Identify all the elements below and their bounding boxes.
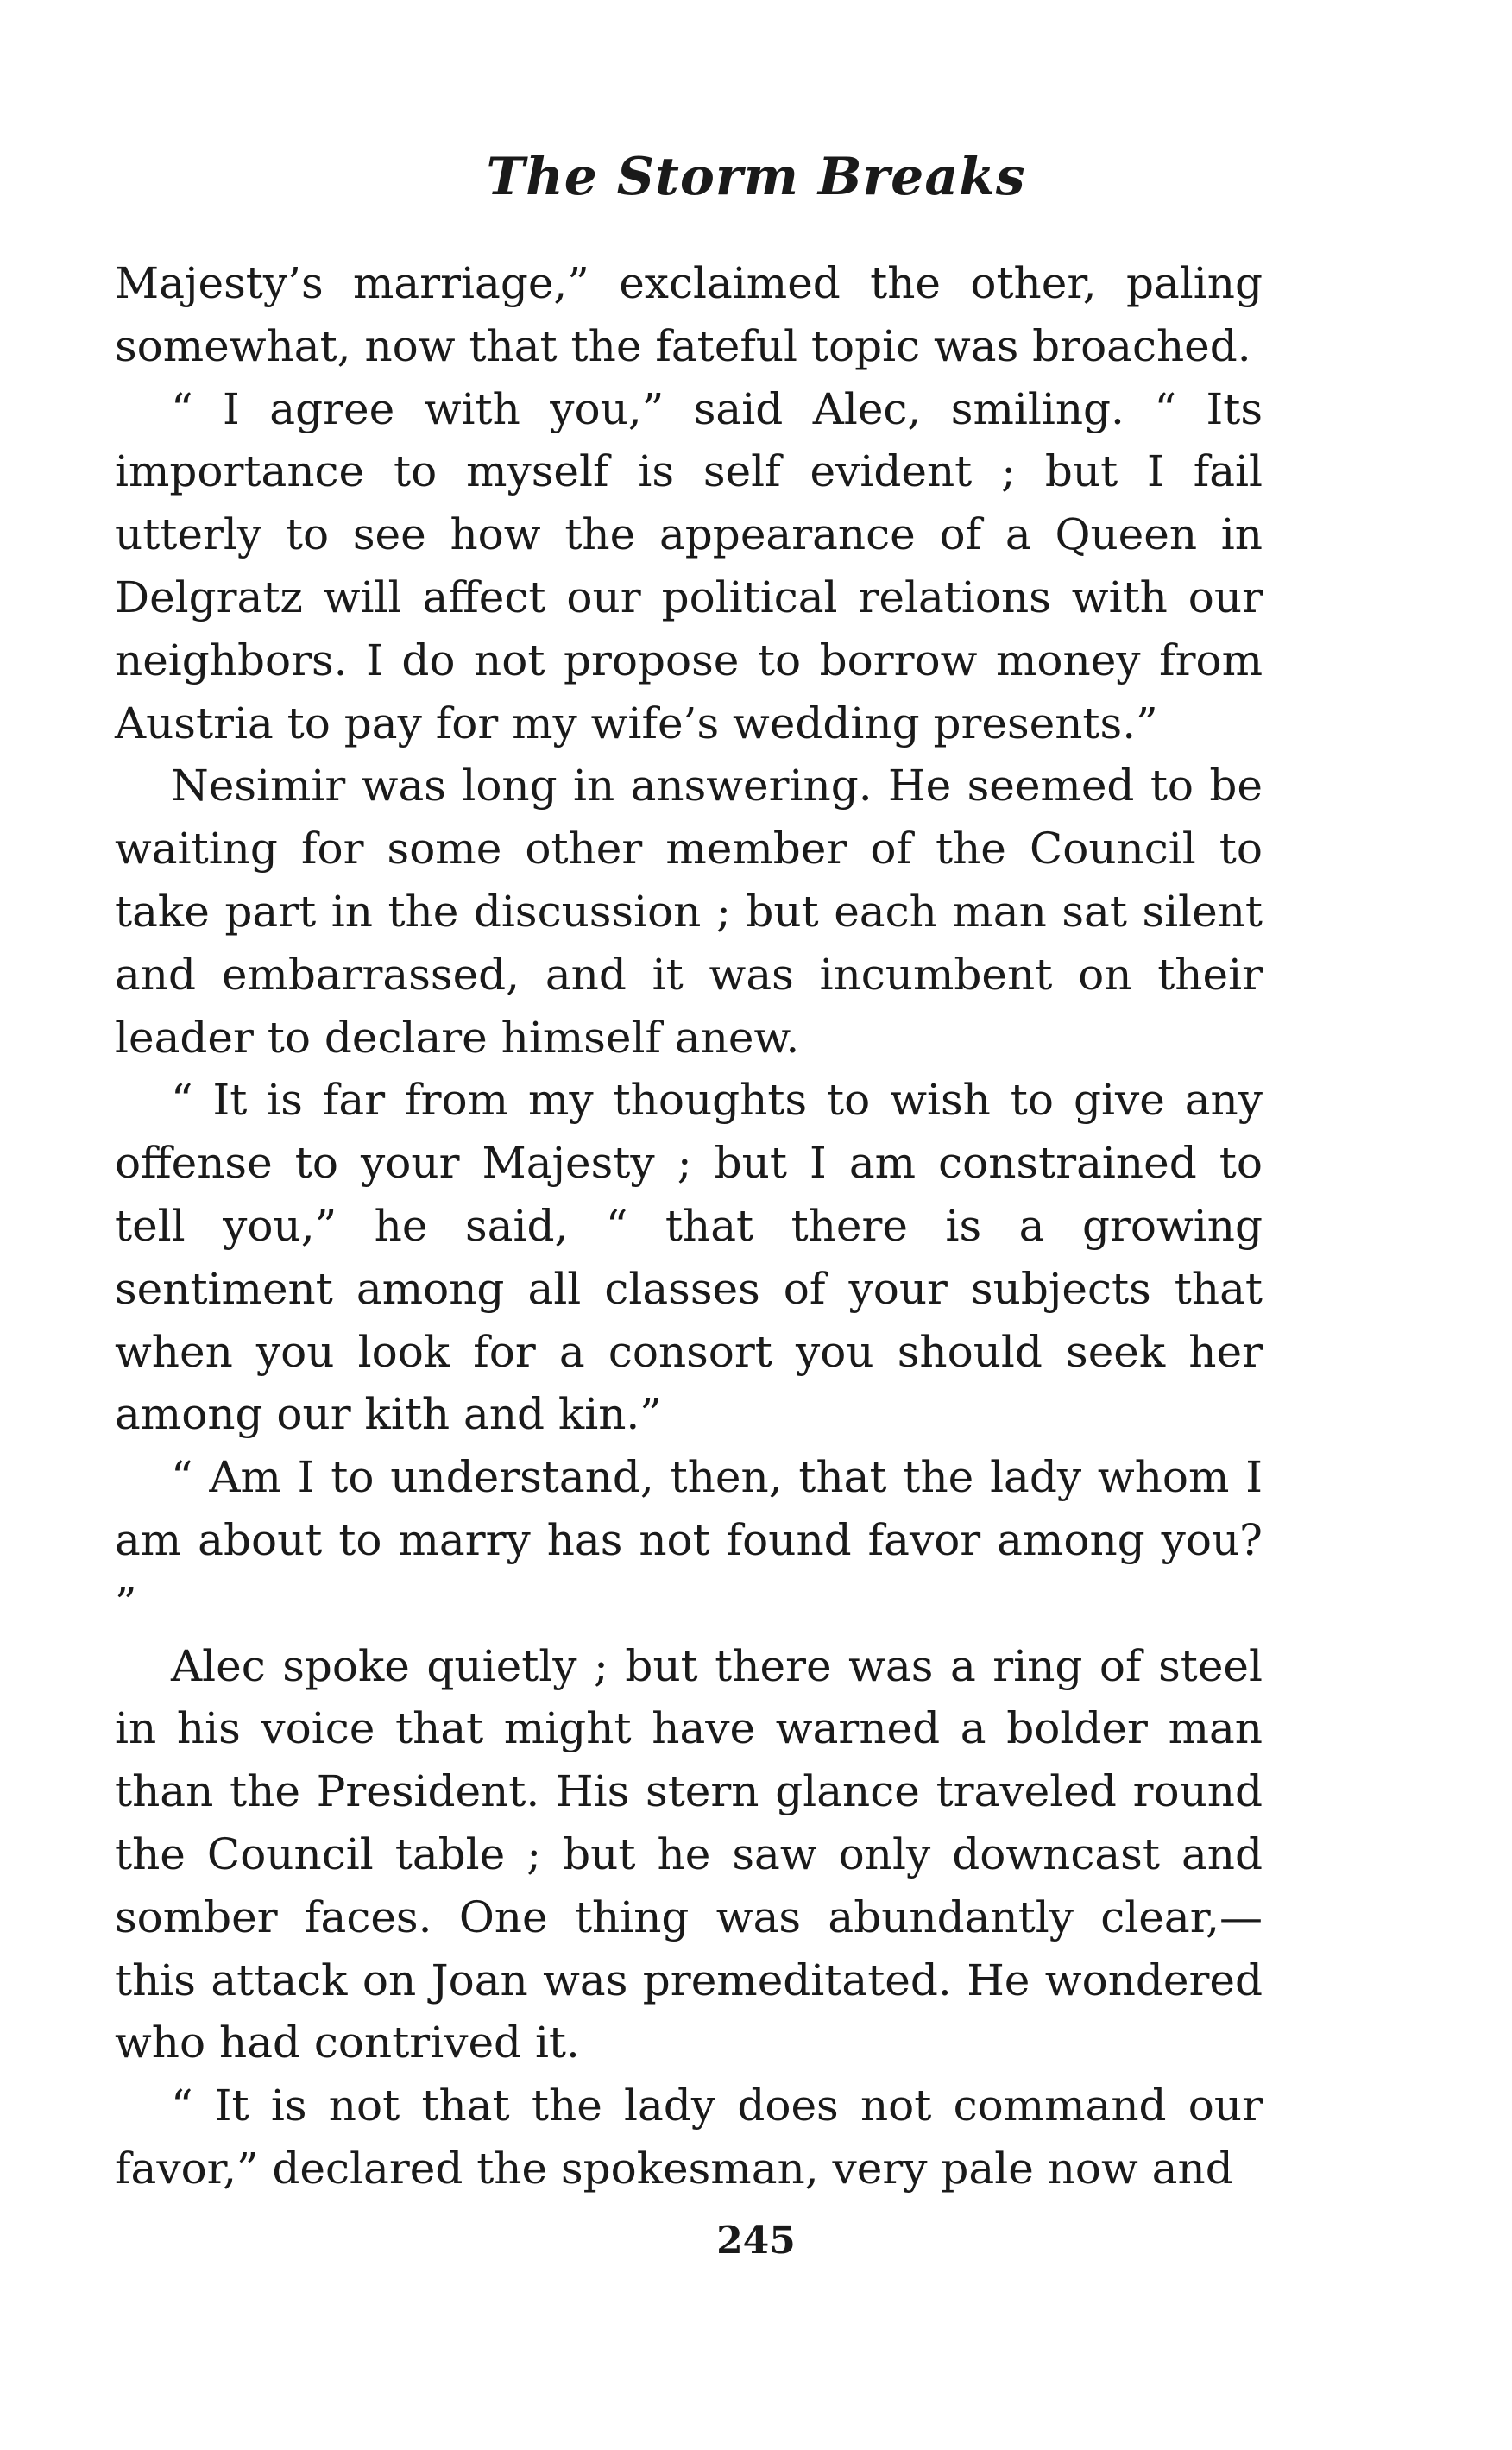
page-number: 245 [716, 2219, 796, 2263]
paragraph: Nesimir was long in answering. He seemed to be waiting for some other member of the Council to take part in the discussion ; but each man sat silent and embarrassed, and it was incumbent on their leader to declare himself anew. [115, 761, 1263, 1063]
paragraph: “ It is not that the lady does not command our favor,” declared the spokesman, very pale now and [115, 2081, 1263, 2194]
paragraph: Majesty’s marriage,” exclaimed the other, paling somewhat, now that the fateful topic was broached. [115, 258, 1263, 371]
paragraph: “ It is far from my thoughts to wish to give any offense to your Majesty ; but I am constrained to tell you,” he said, “ that there is a growing sentiment among all classes of your subjects that when you look for a consort you should seek her among our kith and kin.” [115, 1075, 1263, 1440]
running-title: The Storm Breaks [486, 147, 1026, 207]
paragraph: “ I agree with you,” said Alec, smiling. “ Its importance to myself is self evident ; but I fail utterly to see how the appearance of a Queen in Delgratz will affect our political relations with our neighbors. I do not propose to borrow money from Austria to pay for my wife’s wedding presents.” [115, 383, 1263, 748]
body-text [115, 252, 1263, 2201]
paragraph: Alec spoke quietly ; but there was a ring of steel in his voice that might have warned a bolder man than the President. His stern glance traveled round the Council table ; but he saw only downcast and somber faces. One thing was abundantly clear,—this attack on Joan was premeditated. He wondered who had contrived it. [115, 1640, 1263, 2068]
paragraph: “ Am I to understand, then, that the lady whom I am about to marry has not found favor among you? ” [115, 1452, 1263, 1628]
